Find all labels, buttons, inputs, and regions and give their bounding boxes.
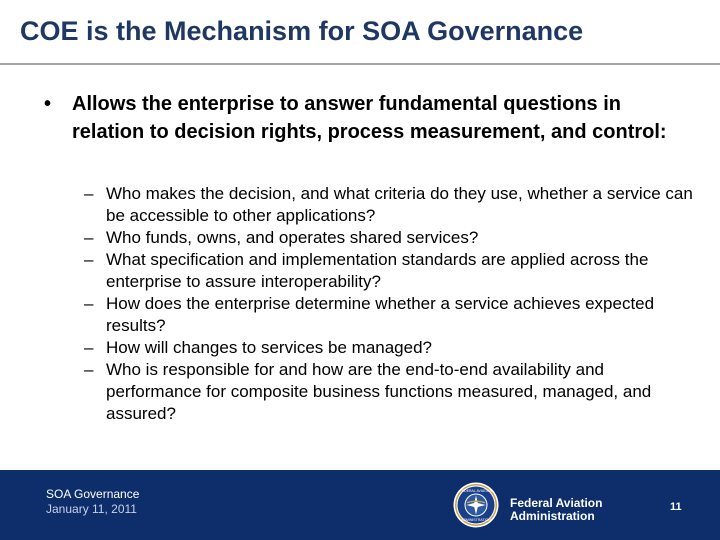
dash-marker: –: [84, 250, 94, 269]
sub-bullet: [84, 293, 704, 337]
slide-title: COE is the Mechanism for SOA Governance: [20, 16, 584, 46]
sub-bullet: [84, 183, 704, 227]
dash-marker: –: [84, 228, 94, 247]
faa-seal-icon: [453, 482, 499, 528]
sub-bullet-list: [84, 183, 704, 425]
sub-bullet: [84, 337, 704, 359]
footer-info: [46, 487, 139, 517]
sub-bullet-text: Who is responsible for and how are the end-to-end availability and performance for composite business functions measured, managed, and assured?: [106, 360, 652, 423]
seal-text-top: FEDERAL AVIATION: [459, 489, 493, 493]
footer-bar: [0, 470, 720, 540]
org-name-line1: Federal Aviation: [510, 496, 603, 510]
title-divider: [0, 63, 720, 65]
sub-bullet-text: How does the enterprise determine whether a service achieves expected results?: [106, 294, 655, 335]
main-bullet: [44, 90, 684, 146]
dash-marker: –: [84, 294, 94, 313]
dash-marker: –: [84, 360, 94, 379]
page-number: 11: [670, 501, 682, 513]
dash-marker: –: [84, 338, 94, 357]
sub-bullet: [84, 227, 704, 249]
presentation-name: SOA Governance: [46, 487, 140, 501]
sub-bullet-text: How will changes to services be managed?: [106, 338, 433, 357]
seal-text-bottom: ADMINISTRATION: [461, 518, 491, 522]
bullet-marker: •: [44, 93, 52, 115]
sub-bullet: [84, 249, 704, 293]
sub-bullet-text: Who makes the decision, and what criteria do they use, whether a service can be accessible to other applications?: [106, 184, 693, 225]
main-bullet-text: Allows the enterprise to answer fundamental questions in relation to decision rights, process measurement, and control:: [72, 93, 667, 143]
sub-bullet-text: What specification and implementation standards are applied across the enterprise to assure interoperability?: [106, 250, 649, 291]
dash-marker: –: [84, 184, 94, 203]
org-name: [510, 497, 602, 523]
org-name-line2: Administration: [510, 509, 595, 523]
sub-bullet: [84, 359, 704, 425]
sub-bullet-text: Who funds, owns, and operates shared services?: [106, 228, 479, 247]
presentation-date: January 11, 2011: [46, 502, 137, 516]
